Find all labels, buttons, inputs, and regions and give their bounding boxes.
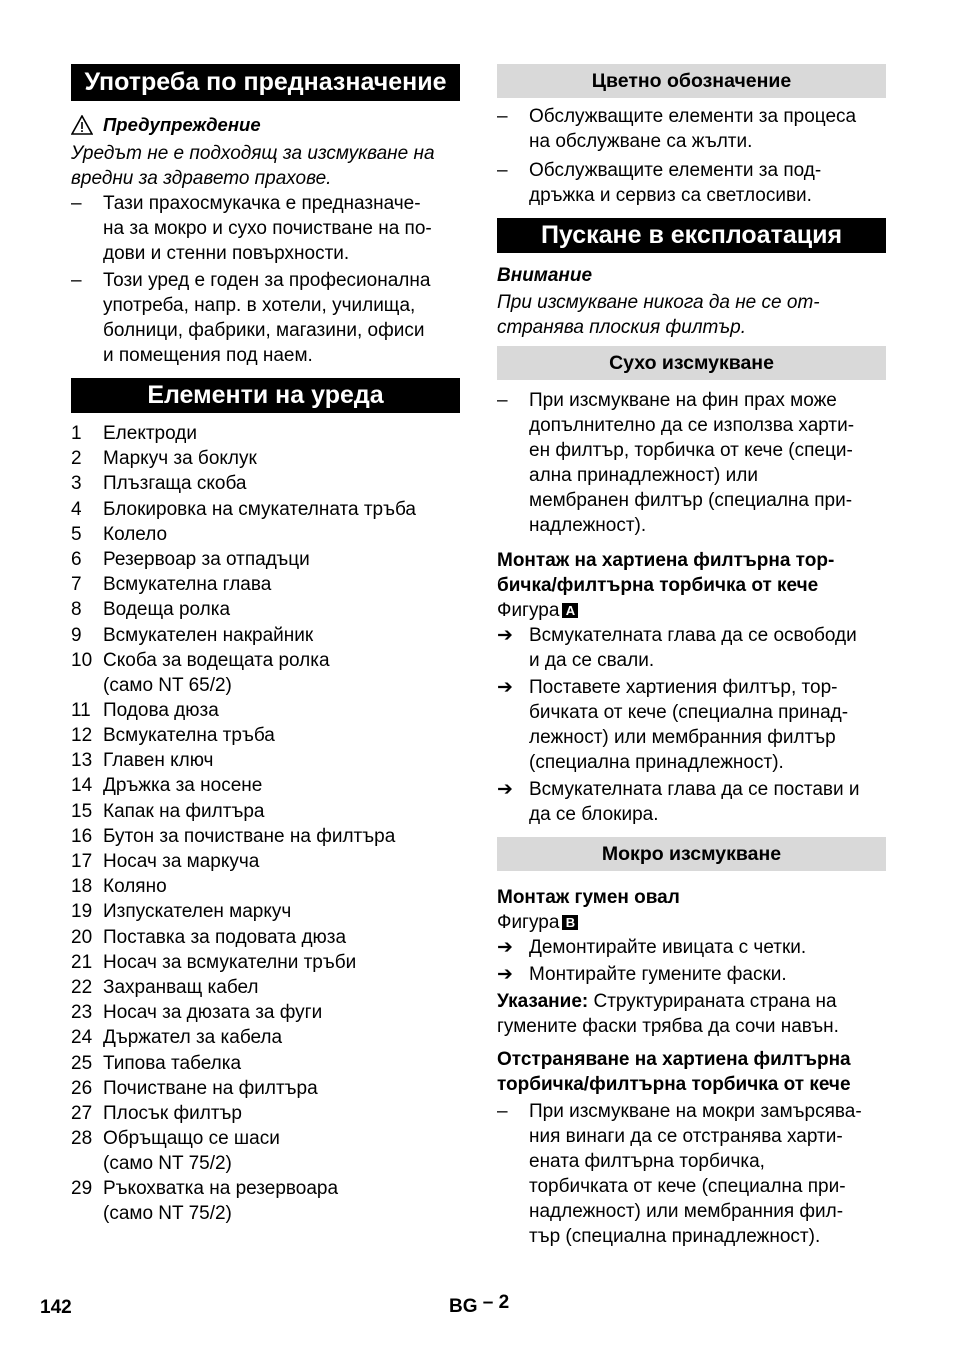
- element-list-item: [71, 1076, 460, 1101]
- element-number: 23: [71, 1002, 93, 1024]
- list-item: [71, 191, 460, 266]
- warning-title-row: [71, 113, 460, 137]
- element-label: Ръкохватка на резервоара (само NT 75/2): [103, 1178, 339, 1225]
- element-label: Маркуч за боклук: [103, 448, 257, 470]
- element-number: 3: [71, 473, 82, 495]
- step-item: [497, 962, 886, 987]
- element-list-item: [71, 773, 460, 798]
- element-list-item: [71, 572, 460, 597]
- figure-ref-b: [497, 910, 886, 935]
- list-item-text: Тази прахосмукачка е предназначе- на за мокро и сухо почистване на по- дови и стенни повърхности.: [103, 193, 432, 264]
- element-number: 2: [71, 448, 82, 470]
- list-item: [497, 158, 886, 208]
- element-number: 18: [71, 876, 93, 898]
- right-column: [497, 64, 886, 1249]
- element-number: 22: [71, 976, 93, 998]
- figure-a-badge: A: [562, 603, 578, 618]
- element-number: 7: [71, 574, 82, 596]
- element-label: Всмукателен накрайник: [103, 624, 314, 646]
- element-list-item: [71, 698, 460, 723]
- heading-dry-vacuuming: Сухо изсмукване: [497, 346, 886, 380]
- list-item: [71, 268, 460, 368]
- element-label: Носач за дюзата за фуги: [103, 1002, 323, 1024]
- element-list-item: [71, 874, 460, 899]
- element-list-item: [71, 623, 460, 648]
- element-label: Подова дюза: [103, 699, 219, 721]
- dash-mark: –: [497, 1101, 508, 1122]
- list-item: [497, 1099, 886, 1249]
- heading-color-marking: Цветно обозначение: [497, 64, 886, 98]
- element-number: 16: [71, 825, 93, 847]
- element-number: 17: [71, 851, 93, 872]
- list-item-text: Обслужващите елементи за процеса на обслужване са жълти.: [529, 106, 857, 152]
- element-list-item: [71, 648, 460, 698]
- element-list-item: [71, 471, 460, 496]
- footer-section: [449, 1292, 510, 1318]
- list-item-text: Този уред е годен за професионална употреба, напр. в хотели, училища, болници, фабрики, магазини, офиси и помещения под наем.: [103, 270, 431, 366]
- elements-list: [71, 421, 460, 1226]
- note-paragraph: [497, 989, 886, 1039]
- arrow-right-icon: ➔: [497, 625, 513, 646]
- heading-usage: Употреба по предназначение: [71, 64, 460, 101]
- element-number: 11: [71, 699, 91, 721]
- element-label: Колело: [103, 523, 168, 545]
- arrow-right-icon: ➔: [497, 677, 513, 698]
- element-label: Типова табелка: [103, 1052, 242, 1074]
- warning-title: Предупреждение: [103, 114, 261, 135]
- element-number: 13: [71, 750, 93, 772]
- element-label: Всмукателна тръба: [103, 725, 275, 747]
- arrow-right-icon: ➔: [497, 779, 513, 800]
- element-list-item: [71, 799, 460, 824]
- section-number: – 2: [482, 1292, 510, 1313]
- element-list-item: [71, 597, 460, 622]
- element-number: 19: [71, 901, 93, 923]
- step-text: Поставете хартиения филтър, тор- бичката от кече (специална принад- лежност) или мембранния филтър (специална принадлежност).: [529, 677, 849, 773]
- dash-mark: –: [71, 193, 82, 214]
- step-text: Монтирайте гумените фаски.: [529, 964, 787, 985]
- element-number: 29: [71, 1178, 93, 1200]
- element-number: 12: [71, 725, 93, 747]
- step-item: [497, 935, 886, 960]
- left-column: [71, 64, 460, 1226]
- element-label: Всмукателна глава: [103, 574, 272, 596]
- dash-mark: –: [497, 160, 508, 181]
- element-label: Плъзгаща скоба: [103, 473, 247, 495]
- arrow-right-icon: ➔: [497, 964, 513, 985]
- element-number: 25: [71, 1052, 93, 1074]
- element-label: Носач за маркуча: [103, 851, 260, 872]
- note-label: Указание:: [497, 991, 589, 1012]
- element-list-item: [71, 522, 460, 547]
- element-number: 9: [71, 624, 82, 646]
- element-number: 26: [71, 1077, 93, 1099]
- element-label: Поставка за подовата дюза: [103, 926, 347, 948]
- element-number: 27: [71, 1102, 93, 1124]
- list-item-text: При изсмукване на мокри замърсява- ния винаги да се отстранява харти- ената филтърна торбичка, торбичката от кече (специална при- надлежност) или мембранния фил- тър (специална принадлежност).: [529, 1101, 862, 1247]
- element-list-item: [71, 547, 460, 572]
- heading-start-up: Пускане в експлоатация: [497, 218, 886, 253]
- heading-wet-vacuuming: Мокро изсмукване: [497, 837, 886, 871]
- usage-list: [71, 191, 460, 368]
- dash-mark: –: [497, 390, 508, 411]
- element-label: Държател за кабела: [103, 1027, 283, 1049]
- element-list-item: [71, 446, 460, 471]
- element-number: 21: [71, 951, 93, 973]
- element-list-item: [71, 950, 460, 975]
- element-label: Водеща ролка: [103, 599, 231, 621]
- element-label: Скоба за водещата ролка (само NT 65/2): [103, 649, 330, 696]
- element-label: Плосък филтър: [103, 1102, 242, 1124]
- element-label: Бутон за почистване на филтъра: [103, 825, 396, 847]
- element-label: Електроди: [103, 423, 197, 444]
- element-number: 1: [71, 423, 82, 444]
- element-list-item: [71, 748, 460, 773]
- element-label: Носач за всмукателни тръби: [103, 951, 357, 973]
- warning-triangle-icon: [71, 115, 95, 135]
- caution-title: Внимание: [497, 265, 593, 286]
- warning-text: Уредът не е подходящ за изсмукване на вредни за здравето прахове.: [71, 143, 435, 189]
- element-label: Изпускателен маркуч: [103, 901, 292, 923]
- element-list-item: [71, 1126, 460, 1176]
- step-item: [497, 623, 886, 673]
- element-label: Главен ключ: [103, 750, 214, 772]
- element-list-item: [71, 849, 460, 874]
- element-number: 6: [71, 548, 82, 570]
- arrow-right-icon: ➔: [497, 937, 513, 958]
- element-list-item: [71, 723, 460, 748]
- element-label: Капак на филтъра: [103, 800, 265, 822]
- step-text: Демонтирайте ивицата с четки.: [529, 937, 807, 958]
- dash-mark: –: [497, 106, 508, 127]
- element-list-item: [71, 421, 460, 446]
- element-list-item: [71, 1101, 460, 1126]
- element-label: Дръжка за носене: [103, 775, 263, 797]
- element-list-item: [71, 497, 460, 522]
- element-label: Почистване на филтъра: [103, 1077, 318, 1099]
- step-item: [497, 777, 886, 827]
- mount-bag-title: Монтаж на хартиена филтърна тор- бичка/филтърна торбичка от кече: [497, 550, 835, 596]
- element-number: 14: [71, 775, 93, 797]
- list-item-text: При изсмукване на фин прах може допълнително да се използва харти- ен филтър, торбичка от кече (специ- ална принадлежност) или мембранен филтър (специална при- надлежност).: [529, 390, 855, 536]
- remove-bag-title: Отстраняване на хартиена филтърна торбичка/филтърна торбичка от кече: [497, 1049, 851, 1095]
- step-text: Всмукателната глава да се освободи и да се свали.: [529, 625, 857, 671]
- mount-oval-title: Монтаж гумен овал: [497, 887, 680, 908]
- element-label: Захранващ кабел: [103, 976, 259, 998]
- caution-text: При изсмукване никога да не се от- странява плоския филтър.: [497, 292, 820, 338]
- element-list-item: [71, 925, 460, 950]
- figure-ref-a: [497, 598, 886, 623]
- figure-b-badge: B: [562, 915, 578, 930]
- element-number: 15: [71, 800, 93, 822]
- list-item: [497, 388, 886, 538]
- element-number: 8: [71, 599, 82, 621]
- note-text: Структурираната страна на гумените фаски трябва да сочи навън.: [497, 991, 839, 1037]
- language-code: BG: [449, 1296, 478, 1317]
- element-list-item: [71, 1000, 460, 1025]
- element-number: 28: [71, 1128, 93, 1150]
- list-item: [497, 104, 886, 154]
- element-label: Резервоар за отпадъци: [103, 548, 310, 570]
- element-list-item: [71, 1025, 460, 1050]
- figure-label: Фигура: [497, 600, 560, 621]
- element-label: Блокировка на смукателната тръба: [103, 498, 416, 520]
- page-number: 142: [40, 1297, 72, 1318]
- element-label: Обръщащо се шаси (само NT 75/2): [103, 1128, 280, 1175]
- element-list-item: [71, 824, 460, 849]
- element-number: 20: [71, 926, 93, 948]
- list-item-text: Обслужващите елементи за под- дръжка и сервиз са светлосиви.: [529, 160, 822, 206]
- dash-mark: –: [71, 270, 82, 291]
- element-list-item: [71, 975, 460, 1000]
- element-list-item: [71, 899, 460, 924]
- figure-label: Фигура: [497, 912, 560, 933]
- element-number: 5: [71, 523, 82, 545]
- element-number: 24: [71, 1027, 93, 1049]
- step-item: [497, 675, 886, 775]
- element-label: Коляно: [103, 876, 167, 898]
- element-number: 10: [71, 649, 93, 671]
- step-text: Всмукателната глава да се постави и да се блокира.: [529, 779, 860, 825]
- element-list-item: [71, 1051, 460, 1076]
- heading-elements: Елементи на уреда: [71, 378, 460, 413]
- element-number: 4: [71, 498, 82, 520]
- element-list-item: [71, 1176, 460, 1226]
